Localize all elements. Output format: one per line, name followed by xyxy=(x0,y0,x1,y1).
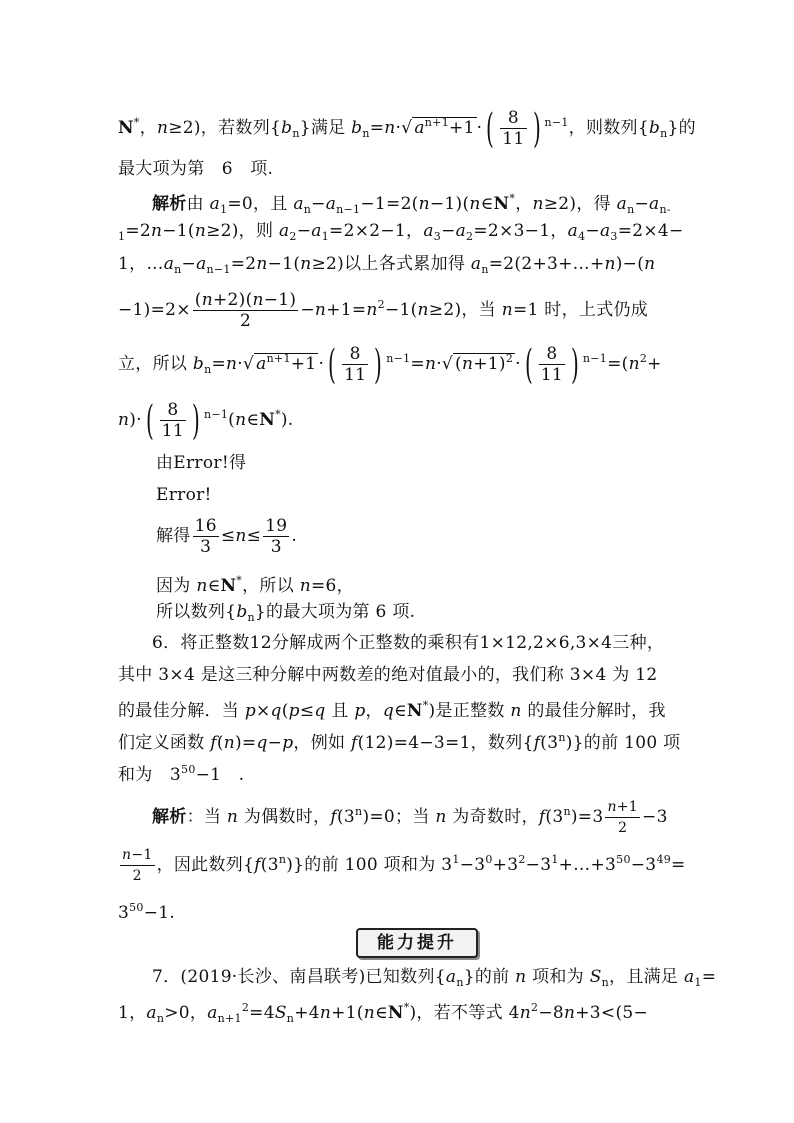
text-line: 所以数列$\{b_n\}$的最大项为第 6 项. xyxy=(156,602,416,624)
section-badge: 能力提升 xyxy=(356,928,478,958)
text-line: 1，$\dots a_n-a_{n-1}=2n-1(n\ge 2)$以上各式累加得 $a_n=2(2+3+\dots+n)-(n$ xyxy=(118,254,656,276)
text-line: 1，$a_n>0$，$a_{n+1}^2=4S_n+4n+1(n\in N^*)$，若不等式 $4n^2-8n+3<(5-$ xyxy=(118,1001,649,1025)
text-line: 最大项为第 6 项. xyxy=(118,159,274,179)
text-line: 解得 $\frac{16}{3}$ ≤n≤ $\frac{19}{3}$ . xyxy=(156,516,298,557)
text-line: 其中 3×4 是这三种分解中两数差的绝对值最小的，我们称 3×4 为 12 xyxy=(118,665,658,685)
text-line: $3^{50}-1$. xyxy=(118,901,176,923)
text-line: Error! xyxy=(156,485,212,505)
text-line: 立，所以 $b_n=n\cdot√$ $a^{n+1}+1$ ·( $\frac{8}{11}$ ) $^{n-1}$=n·√ $(n+1)^2$ ·( $\frac{8}{11}$ ) $^{n-1}=(n^2+$ xyxy=(118,341,662,388)
text-line: 由Error!得 xyxy=(156,453,247,473)
text-line: n)·( $\frac{8}{11}$ ) $^{n-1}$(n∈N*). xyxy=(118,397,294,444)
text-line: N*，n≥2)，若数列$\{b_n\}$满足 $b_n=n\cdot√$ $a^{n+1}+1$ ·( $\frac{8}{11}$ ) $^{n-1}$，则数列$\{b_n\}$的 xyxy=(118,105,696,152)
text-line: 因为 n∈N*，所以 n=6， xyxy=(156,574,354,596)
text-line: 7．(2019·长沙、南昌联考)已知数列$\{a_n\}$的前 n 项和为 $S_n$，且满足 $a_1=$ xyxy=(152,967,717,989)
text-line: $_1$=2n−1(n≥2)，则 $a_2-a_1=2\times 2-1$，$a_3-a_2=2\times 3-1$，$a_4-a_3=2\times 4-$ xyxy=(118,221,684,243)
text-line: 和为 $3^{50}-1$ . xyxy=(118,763,245,785)
text-line: 的最佳分解．当 p×q(p≤q 且 p，q∈N*)是正整数 n 的最佳分解时，我 xyxy=(118,699,666,721)
text-line: 解析由 $a_1=0$，且 $a_n-a_{n-1}-1=2(n-1)(n\in N^*$，n≥2)，得 $a_n-a_{n-}$ xyxy=(152,192,671,216)
text-line: 们定义函数 f(n)=q−p，例如 f(12)=4−3=1，数列{f(3$^n$)}的前 100 项 xyxy=(118,731,681,753)
text-line: $\frac{n-1}{2}$ ，因此数列{f(3$^n$)}的前 100 项和为 $3^1-3^0+3^2-3^1+\dots+3^{50}-3^{49}=$ xyxy=(122,847,686,884)
text-line: 解析：当 n 为偶数时，$f(3^n)=0$；当 n 为奇数时，$f(3^n)=3$ $\frac{n+1}{2}$ −3 xyxy=(152,799,668,836)
text-line: −1)=2× $\frac{(n+2)(n-1)}{2}$ $-n+1=n^2-1(n\ge 2)$，当 n=1 时，上式仍成 xyxy=(118,290,649,331)
text-line: 6．将正整数12分解成两个正整数的乘积有1×12,2×6,3×4三种， xyxy=(152,633,665,653)
